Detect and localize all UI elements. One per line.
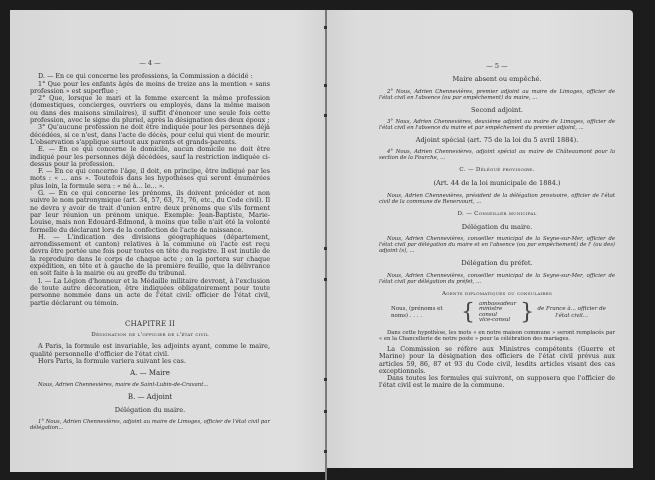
consul-role: ambassadeur [479,300,517,307]
left-page [10,10,326,472]
final-note: Dans toutes les formules qui suivront, on supposera que l'officier de l'état civil est le maire de la commune. [379,374,615,390]
chapter-intro: A Paris, la formule est invariable, les adjoints ayant, comme le maire, qualité personnelle d'officier de l'état civil. [30,342,270,358]
maire-absent-heading: Maire absent ou empêché. [452,75,542,84]
consul-role: vice-consul [479,317,511,324]
section-b-title: B. — Adjoint [127,392,173,401]
chapter-intro: Hors Paris, la formule variera suivant les cas. [38,356,186,365]
section-d-item: 3° Qu'aucune profession ne doit être indiquée pour les personnes déjà décédées, si ce n'est, dans l'acte de décès, pour celui qui vient de mourir. L'observation s'applique surtout aux parents et grands-parents. [30,123,270,146]
section-g: G. — En ce qui concerne les prénoms, ils doivent précéder et non suivre le nom patronymique (art. 34, 57, 63, 71, 76, etc., du Code civil). Il ne devra y avoir de trait d'union entre deux prénoms que s'ils forment par leur réunion un prénom unique. Exemple: Jean-Baptiste, Marie-Louise, mais non Edouard-Edmond, à moins que telle n'ait été la volonté formelle du déclarant lors de la confection de l'acte de naissance. [30,189,270,234]
delegation-prefet-heading: Délégation du préfet. [461,259,533,268]
section-a-formula: Nous, Adrien Chennevières, maire de Saint-Lubin-de-Cravant... [38,381,209,388]
formula-d1: Nous, Adrien Chennevières, conseiller municipal de la Seyne-sur-Mer, officier de l'état civil par délégation du maire et en l'absence (ou par empêchement) de l' (ou des) adjoint (s), ... [379,236,615,255]
section-d-item: 2° Que, lorsque le mari et la femme exercent la même profession (domestiques, concierges, ouvriers ou employés, dans la même maison ou dans des maisons similaires), il suffit d'énoncer une seule fois cette profession, avec le signe du pluriel, après la désignation des deux époux ; [30,94,270,125]
right-brace-icon: } [520,299,535,325]
section-i: I. — La Légion d'honneur et la Médaille militaire devront, à l'exclusion de toute autre décoration, être indiquées obligatoirement pour toute personne nommée dans un acte de l'état civil: officier de l'état civil, partie déclarant ou témoin. [30,276,270,307]
section-h: H. — L'indication des divisions géographiques (département, arrondissement et canton) relatives à la commune où l'acte est reçu devra être portée une fois pour toutes en tête du registre. Il est inutile de la reproduire dans le corps de chaque acte ; on la portera sur chaque expédition, en tête et à gauche de la première feuille, que la délivrance en soit faite à la mairie ou au greffe du tribunal. [30,232,270,278]
chapter-subtitle: Désignation de l'officier de l'état civil [91,332,209,339]
formula-4: 4° Nous, Adrien Chennevières, adjoint spécial au maire de Châteaumont pour la section de la Fourche, ... [379,149,615,162]
section-b-sub: Délégation du maire. [114,405,186,414]
formula-2: 2° Nous, Adrien Chennevières, premier adjoint au maire de Limoges, officier de l'état civil en l'absence (ou par empêchement) du maire, ... [379,88,615,101]
section-c-sub: (Art. 44 de la loi municipale de 1884.) [433,179,561,188]
left-page-content [30,60,270,437]
consul-role: consul [479,311,498,318]
consul-nous: Nous, (prénoms et noms) . . . . [391,305,443,319]
formula-3: 3° Nous, Adrien Chennevières, deuxième adjoint au maire de Limoges, officier de l'état civil en l'absence du maire et par empêchement du premier adjoint, ... [379,118,615,131]
section-f: F. — En ce qui concerne l'âge, il doit, en principe, être indiqué par les mots : « ... ans ». Toutefois dans les hypothèses qui seront énumérées plus loin, la formule sera : « né à... le... ». [30,167,270,190]
commission-note: La Commission se réfère aux Ministres compétents (Guerre et Marine) pour la désignation des officiers de l'état civil prévus aux articles 59, 86, 87 et 93 du Code civil, lesdits articles visant des cas exceptionnels. [379,344,615,375]
formula-d2: Nous, Adrien Chennevières, conseiller municipal de la Seyne-sur-Mer, officier de l'état civil par délégation du préfet, ... [379,272,615,285]
section-d-item: 1° Que pour les enfants âgés de moins de treize ans la mention « sans profession » est superflue ; [30,79,270,95]
left-brace-icon: { [461,299,475,325]
right-page-content [379,63,615,390]
section-e: E. — En ce qui concerne le domicile, aucun domicile ne doit être indiqué pour les personnes déjà décédées, sauf la restriction indiquée ci-dessus pour la profession. [30,145,270,168]
open-book [10,10,633,480]
section-d-title: D. — Conseiller municipal [457,210,537,217]
consul-note: Dans cette hypothèse, les mots « en notre maison commune » seront remplacés par « en la Chancellerie de notre poste » pour la célébration des mariages. [379,329,615,342]
section-d-intro: D. — En ce qui concerne les professions, la Commission a décidé : [38,72,253,81]
agents-title: Agents diplomatiques ou consulaires [441,290,553,297]
right-page [327,10,633,468]
adjoint-special-heading: Adjoint spécial (art. 75 de la loi du 5 avril 1884). [415,135,579,144]
page-number: — 5 — [486,62,508,70]
second-adjoint-heading: Second adjoint. [471,105,523,114]
section-b-formula: 1° Nous, Adrien Chennevières, adjoint au maire de Limoges, officier de l'état civil par délégation... [30,419,270,432]
formula-c: Nous, Adrien Chennevières, président de la délégation provisoire, officier de l'état civil de la commune de Renervourt, ... [379,192,615,205]
page-number: — 4 — [139,59,161,67]
section-c-title: C. — Délégué provisoire. [459,167,535,174]
chapter-title: CHAPITRE II [124,319,176,328]
section-a-title: A. — Maire [130,369,170,378]
consul-roles [475,302,520,324]
consul-role: ministre [479,306,503,313]
consular-formula [391,299,615,325]
consul-tail: de France à... officier de l'état civil... [537,305,606,319]
delegation-maire-heading: Délégation du maire. [461,223,533,232]
